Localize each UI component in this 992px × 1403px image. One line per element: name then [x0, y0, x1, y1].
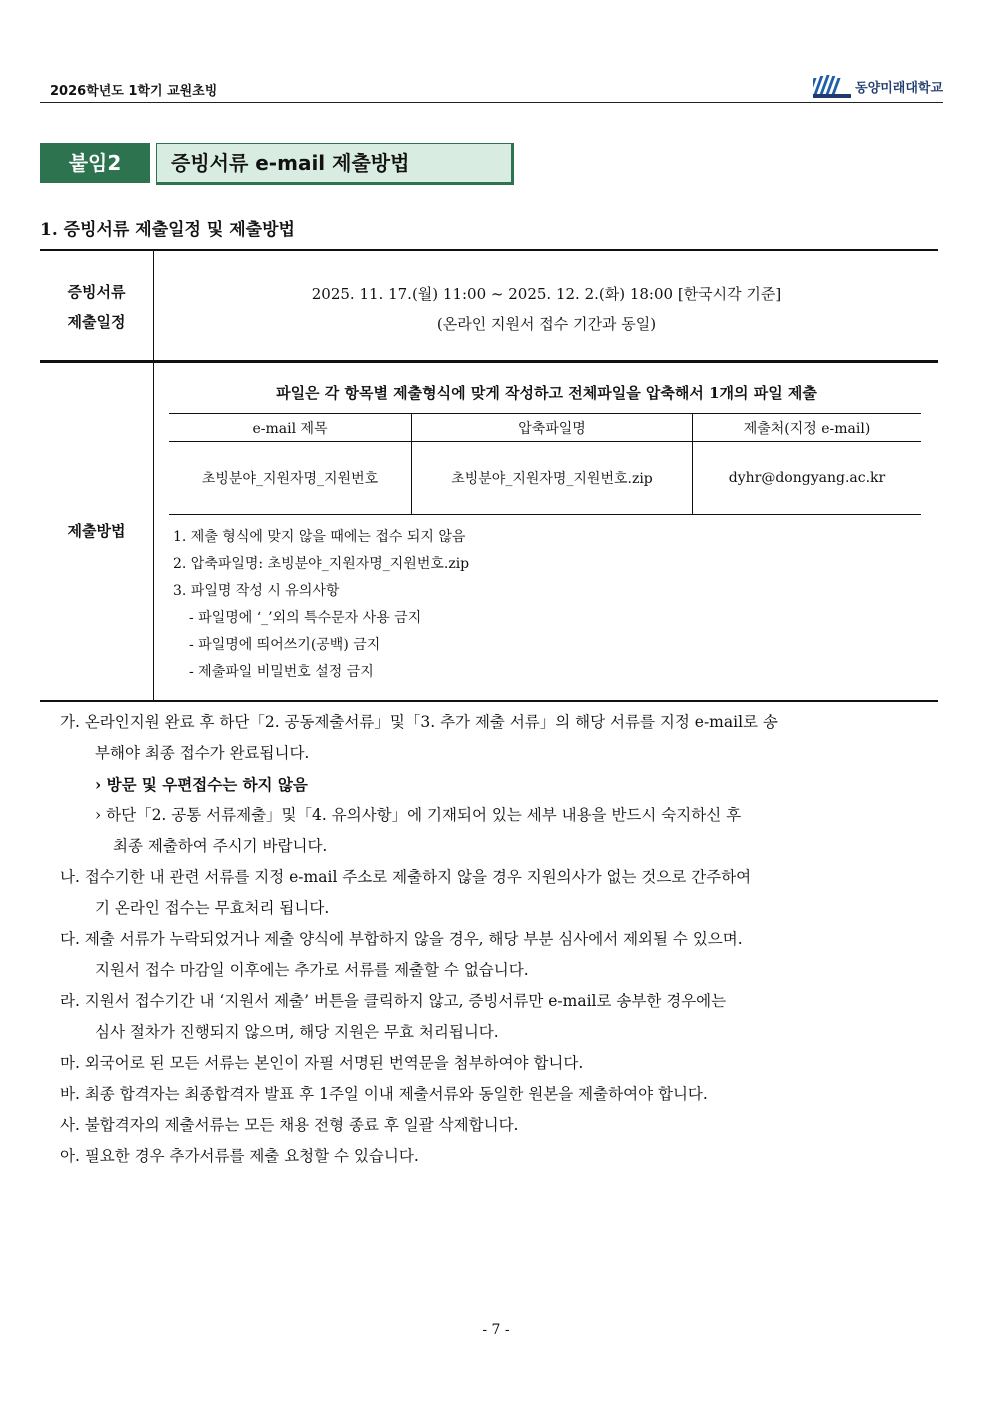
- paragraph-ra: [60, 986, 932, 1048]
- table-cell-email-address: dyhr@dongyang.ac.kr: [693, 442, 922, 515]
- paragraph-line: 부해야 최종 접수가 완료됩니다.: [95, 744, 310, 762]
- schedule-note: (온라인 지원서 접수 기간과 동일): [436, 315, 657, 333]
- doc-title: 2026학년도 1학기 교원초빙: [50, 84, 218, 99]
- table-cell-email-subject: 초빙분야_지원자명_지원번호: [169, 442, 412, 515]
- page-number: - 7 -: [482, 1322, 510, 1338]
- annex-tag: 붙임2: [40, 143, 150, 183]
- page-header: [40, 70, 943, 103]
- paragraph-line: 심사 절차가 진행되지 않으며, 해당 지원은 무효 처리됩니다.: [95, 1023, 499, 1041]
- paragraph-line: 최종 제출하여 주시기 바랍니다.: [113, 837, 328, 855]
- method-headline: 파일은 각 항목별 제출형식에 맞게 작성하고 전체파일을 압축해서 1개의 파일 제출: [276, 384, 817, 402]
- method-notes: [173, 524, 469, 686]
- paragraph-line: › 하단「2. 공통 서류제출」및「4. 유의사항」에 기재되어 있는 세부 내용을 반드시 숙지하신 후: [95, 806, 742, 824]
- annex-heading: [40, 143, 514, 183]
- paragraph-line: 지원서 접수 마감일 이후에는 추가로 서류를 제출할 수 없습니다.: [95, 961, 529, 979]
- paragraph-a: 아. 필요한 경우 추가서류를 제출 요청할 수 있습니다.: [60, 1147, 419, 1165]
- note-sub-item: - 파일명에 ‘_’외의 특수문자 사용 금지: [189, 610, 422, 626]
- schedule-label-line1: 증빙서류: [67, 282, 126, 301]
- paragraph-line: 기 온라인 접수는 무효처리 됩니다.: [95, 899, 330, 917]
- schedule-row: [40, 249, 938, 363]
- table-header: 제출처(지정 e-mail): [693, 414, 922, 442]
- schedule-label: [40, 251, 154, 362]
- method-content: [155, 362, 938, 700]
- paragraph-sa: 사. 불합격자의 제출서류는 모든 채용 전형 종료 후 일괄 삭제합니다.: [60, 1116, 519, 1134]
- paragraph-line: 라. 지원서 접수기간 내 ‘지원서 제출’ 버튼을 클릭하지 않고, 증빙서류만 e-mail로 송부한 경우에는: [60, 992, 727, 1010]
- table-header: e-mail 제목: [169, 414, 412, 442]
- paragraph-na: [60, 862, 932, 924]
- paragraph-ma: 마. 외국어로 된 모든 서류는 본인이 자필 서명된 번역문을 첨부하여야 합니다.: [60, 1054, 584, 1072]
- section-title: 1. 증빙서류 제출일정 및 제출방법: [40, 220, 295, 240]
- table-cell-zip-name: 초빙분야_지원자명_지원번호.zip: [412, 442, 693, 515]
- note-sub-item: - 제출파일 비밀번호 설정 금지: [189, 664, 374, 680]
- bullet-item: [60, 800, 932, 862]
- table-header: 압축파일명: [412, 414, 693, 442]
- university-logo: [813, 74, 943, 98]
- paragraph-line: 나. 접수기한 내 관련 서류를 지정 e-mail 주소로 제출하지 않을 경우 지원의사가 없는 것으로 간주하여: [60, 868, 752, 886]
- schedule-content: [155, 251, 938, 362]
- paragraph-ga: [60, 707, 932, 769]
- annex-title: 증빙서류 e-mail 제출방법: [156, 143, 514, 185]
- note-item: 1. 제출 형식에 맞지 않을 때에는 접수 되지 않음: [173, 529, 466, 545]
- logo-text: 동양미래대학교: [855, 80, 943, 96]
- paragraph-ba: 바. 최종 합격자는 최종합격자 발표 후 1주일 이내 제출서류와 동일한 원본을 제출하여야 합니다.: [60, 1085, 708, 1103]
- submission-table: [169, 413, 921, 515]
- notice-paragraphs: [60, 707, 932, 1172]
- method-label: 제출방법: [40, 362, 154, 700]
- paragraph-line: 다. 제출 서류가 누락되었거나 제출 양식에 부합하지 않을 경우, 해당 부분 심사에서 제외될 수 있으며.: [60, 930, 743, 948]
- note-item: 3. 파일명 작성 시 유의사항: [173, 583, 340, 599]
- note-item: 2. 압축파일명: 초빙분야_지원자명_지원번호.zip: [173, 556, 470, 572]
- paragraph-da: [60, 924, 932, 986]
- note-sub-item: - 파일명에 띄어쓰기(공백) 금지: [189, 637, 381, 653]
- paragraph-line: 가. 온라인지원 완료 후 하단「2. 공동제출서류」및「3. 추가 제출 서류」의 해당 서류를 지정 e-mail로 송: [60, 713, 778, 731]
- method-row: [40, 360, 938, 702]
- university-logo-icon: [813, 74, 851, 98]
- schedule-label-line2: 제출일정: [67, 312, 126, 331]
- schedule-period: 2025. 11. 17.(월) 11:00 ~ 2025. 12. 2.(화) 18:00 [한국시각 기준]: [311, 285, 782, 303]
- bullet-item: › 방문 및 우편접수는 하지 않음: [95, 775, 308, 794]
